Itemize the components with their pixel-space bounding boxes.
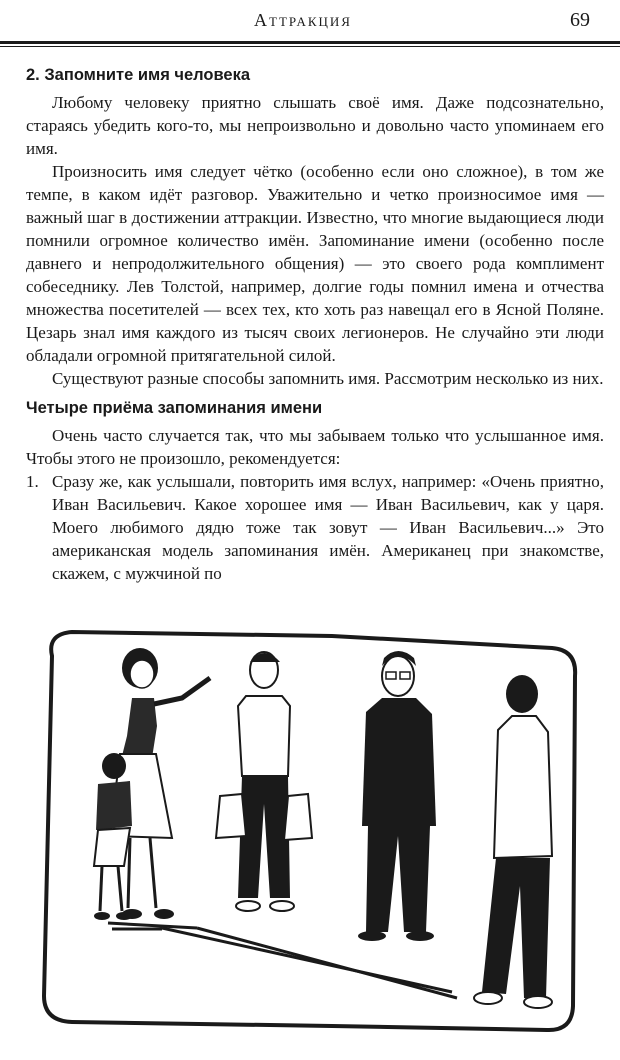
page-content — [26, 64, 604, 585]
list-item-text: Сразу же, как услышали, повторить имя вслух, например: «Очень приятно, Иван Васильевич. Какое хорошее имя — Иван Васильевич, как у царя. Моего любимого дядю тоже так зовут — Иван Васильевич...» Это американская модель запоминания имён. Американец при знакомстве, скажем, с мужчиной по — [52, 472, 604, 583]
running-title: Аттракция — [254, 10, 352, 30]
paragraph: Существуют разные способы запомнить имя. Рассмотрим несколько из них. — [52, 369, 604, 388]
techniques-list — [26, 470, 604, 585]
section-heading-remember-name: 2. Запомните имя человека — [26, 66, 251, 84]
man-with-glasses-figure — [358, 651, 436, 941]
man-from-back-figure — [474, 675, 552, 1008]
subsection-heading-four-techniques: Четыре приёма запоминания имени — [26, 399, 323, 417]
header-rule-thick — [0, 41, 620, 44]
paragraph: Любому человеку приятно слышать своё имя. Даже подсознательно, стараясь убедить кого-то, мы непроизвольно и довольно часто упоминаем его имя. — [26, 93, 604, 158]
header-rule-thin — [0, 46, 620, 47]
page-number: 69 — [570, 9, 590, 31]
woman-with-bags-figure — [216, 652, 312, 911]
paragraph: Произносить имя следует чётко (особенно если оно сложное), в том же темпе, в каком идёт разговор. Уважительно и четко произносимое имя — важный шаг в достижении аттракции. Известно, что многие выдающиеся люди помнили огромное количество имён. Запоминание имени (особенно после давнего и непродолжительного общения) — это своего рода комплимент собеседнику. Лев Толстой, например, долгие годы помнил имена и отчества множества посетителей — всех тех, кто хоть раз навещал его в Ясной Поляне. Цезарь знал имя каждого из тысяч своих легионеров. Не случайно эти люди обладали огромной притягательной силой. — [26, 162, 604, 365]
paragraph: Очень часто случается так, что мы забываем только что услышанное имя. Чтобы этого не произошло, рекомендуется: — [26, 426, 604, 468]
list-item-number: 1. — [26, 472, 39, 491]
illustration-people-meeting — [32, 626, 580, 1044]
page-header — [0, 0, 620, 50]
floor-lines — [108, 923, 457, 998]
list-item — [26, 470, 604, 585]
